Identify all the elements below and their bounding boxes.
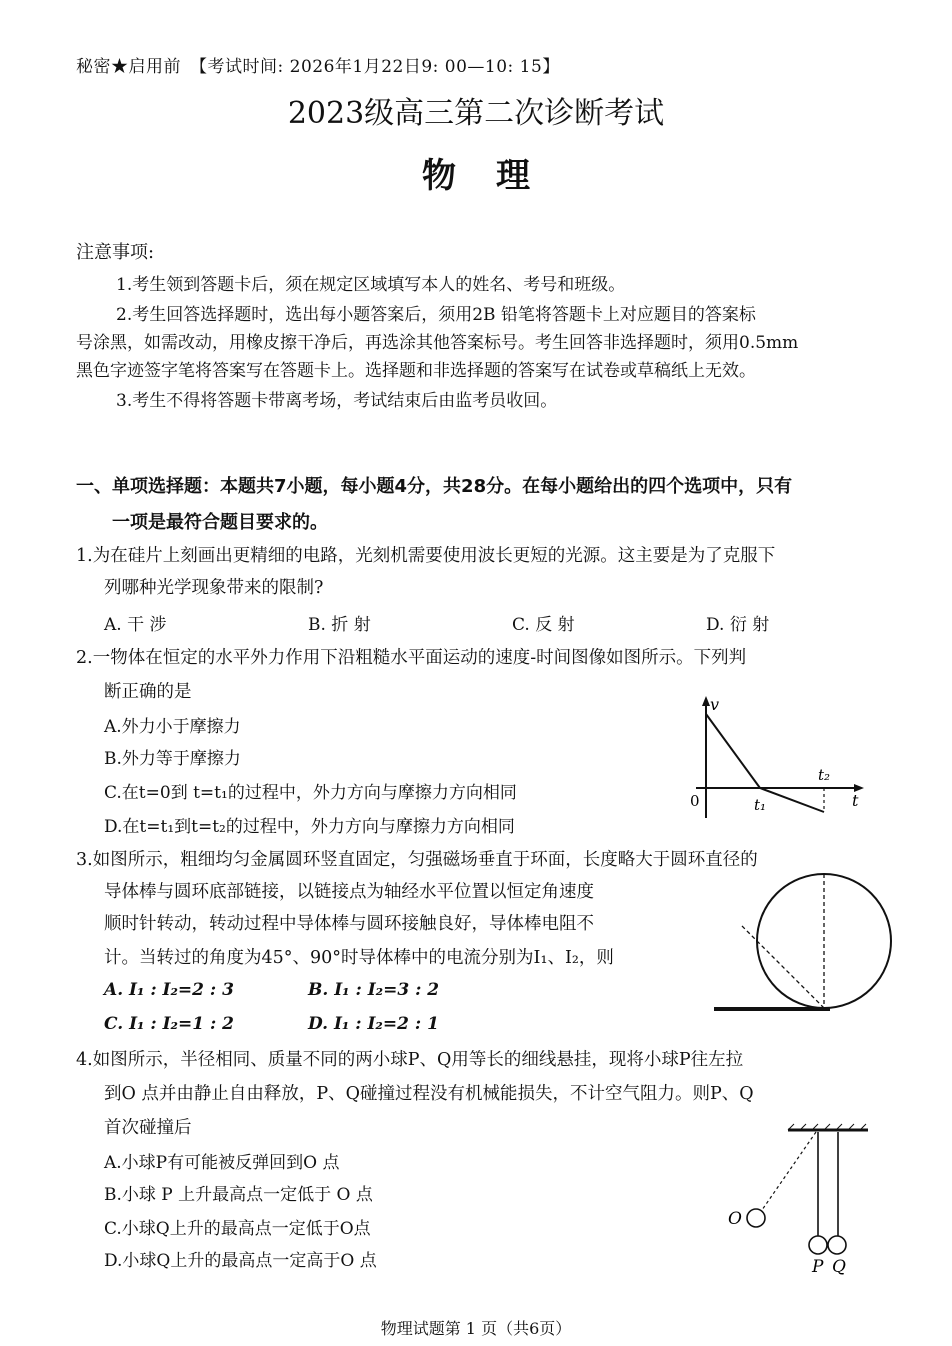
q4-stem-cont: 到O 点并由静止自由释放，P、Q碰撞过程没有机械能损失，不计空气阻力。则P、Q	[104, 1084, 754, 1104]
q1-stem: 1.为在硅片上刻画出更精细的电路，光刻机需要使用波长更短的光源。这主要是为了克服下	[76, 546, 776, 566]
q4-stem-cont: 首次碰撞后	[104, 1118, 192, 1138]
q3-ring-figure	[706, 872, 896, 1017]
v-line-segment-1	[706, 714, 760, 788]
t1-label: t₁	[754, 796, 767, 814]
q3-stem-cont: 导体棒与圆环底部链接，以链接点为轴经水平位置以恒定角速度	[104, 882, 594, 902]
t-label: t	[852, 791, 859, 810]
subject-title: 物理	[422, 156, 570, 196]
origin-label: 0	[690, 792, 700, 810]
exam-title: 2023级高三第二次诊断考试	[287, 96, 665, 131]
p-label: P	[812, 1257, 824, 1277]
notes-line: 黑色字迹签字笔将答案写在答题卡上。选择题和非选择题的答案写在试卷或草稿纸上无效。	[76, 361, 756, 381]
notes-line: 3.考生不得将答题卡带离考场，考试结束后由监考员收回。	[116, 391, 558, 411]
q2-option-c: C.在t=0到 t=t₁的过程中，外力方向与摩擦力方向相同	[104, 783, 517, 803]
q4-pendulum-figure	[720, 1120, 880, 1280]
q-label: Q	[832, 1257, 846, 1277]
ball-p	[809, 1236, 827, 1254]
q3-option-c: C. I₁ : I₂=1 : 2	[104, 1014, 234, 1034]
q1-stem-cont: 列哪种光学现象带来的限制?	[104, 578, 324, 598]
q3-option-d: D. I₁ : I₂=2 : 1	[308, 1014, 439, 1034]
notes-line: 号涂黑，如需改动，用橡皮擦干净后，再选涂其他答案标号。考生回答非选择题时，须用0.5mm	[76, 333, 799, 353]
v-label: v	[710, 695, 720, 714]
q2-option-b: B.外力等于摩擦力	[104, 749, 241, 769]
q3-option-b: B. I₁ : I₂=3 : 2	[308, 980, 440, 1000]
q2-option-d: D.在t=t₁到t=t₂的过程中，外力方向与摩擦力方向相同	[104, 817, 515, 837]
v-axis-arrow-icon	[702, 696, 710, 706]
confidential-notice: 秘密★启用前 【考试时间: 2026年1月22日9: 00—10: 15】	[76, 57, 560, 77]
q1-option-b: B. 折 射	[308, 615, 371, 635]
notes-line: 2.考生回答选择题时，选出每小题答案后，须用2B 铅笔将答题卡上对应题目的答案标	[116, 305, 756, 325]
q1-option-c: C. 反 射	[512, 615, 575, 635]
notes-title: 注意事项:	[76, 242, 155, 263]
q2-option-a: A.外力小于摩擦力	[104, 717, 241, 737]
q4-option-d: D.小球Q上升的最高点一定高于O 点	[104, 1251, 377, 1271]
q3-stem-cont: 顺时针转动，转动过程中导体棒与圆环接触良好，导体棒电阻不	[104, 914, 594, 934]
q3-stem-cont: 计。当转过的角度为45°、90°时导体棒中的电流分别为I₁、I₂，则	[104, 948, 614, 968]
t2-label: t₂	[818, 766, 831, 784]
q4-option-b: B.小球 P 上升最高点一定低于 O 点	[104, 1185, 373, 1205]
q4-option-a: A.小球P有可能被反弹回到O 点	[104, 1153, 340, 1173]
notes-line: 1.考生领到答题卡后，须在规定区域填写本人的姓名、考号和班级。	[116, 275, 626, 295]
q1-option-d: D. 衍 射	[706, 615, 770, 635]
q2-vt-graph	[680, 690, 870, 825]
string-p-released	[762, 1132, 816, 1210]
q3-option-a: A. I₁ : I₂=2 : 3	[104, 980, 234, 1000]
q2-stem-cont: 断正确的是	[104, 682, 192, 702]
section-heading-cont: 一项是最符合题目要求的。	[112, 512, 328, 533]
o-label: O	[728, 1209, 742, 1229]
section-heading: 一、单项选择题：本题共7小题，每小题4分，共28分。在每小题给出的四个选项中，只有	[76, 476, 793, 497]
q2-stem: 2.一物体在恒定的水平外力作用下沿粗糙水平面运动的速度-时间图像如图所示。下列判	[76, 648, 747, 668]
q3-stem: 3.如图所示，粗细均匀金属圆环竖直固定，匀强磁场垂直于环面，长度略大于圆环直径的	[76, 850, 758, 870]
q4-option-c: C.小球Q上升的最高点一定低于O点	[104, 1219, 371, 1239]
ball-p-at-o	[747, 1209, 765, 1227]
v-line-segment-2	[760, 788, 824, 812]
q1-option-a: A. 干 涉	[104, 615, 167, 635]
ball-q	[828, 1236, 846, 1254]
page-footer: 物理试题第 1 页（共6页）	[380, 1319, 572, 1338]
q4-stem: 4.如图所示，半径相同、质量不同的两小球P、Q用等长的细线悬挂，现将小球P往左拉	[76, 1050, 744, 1070]
rod-45-dashed	[740, 924, 824, 1008]
